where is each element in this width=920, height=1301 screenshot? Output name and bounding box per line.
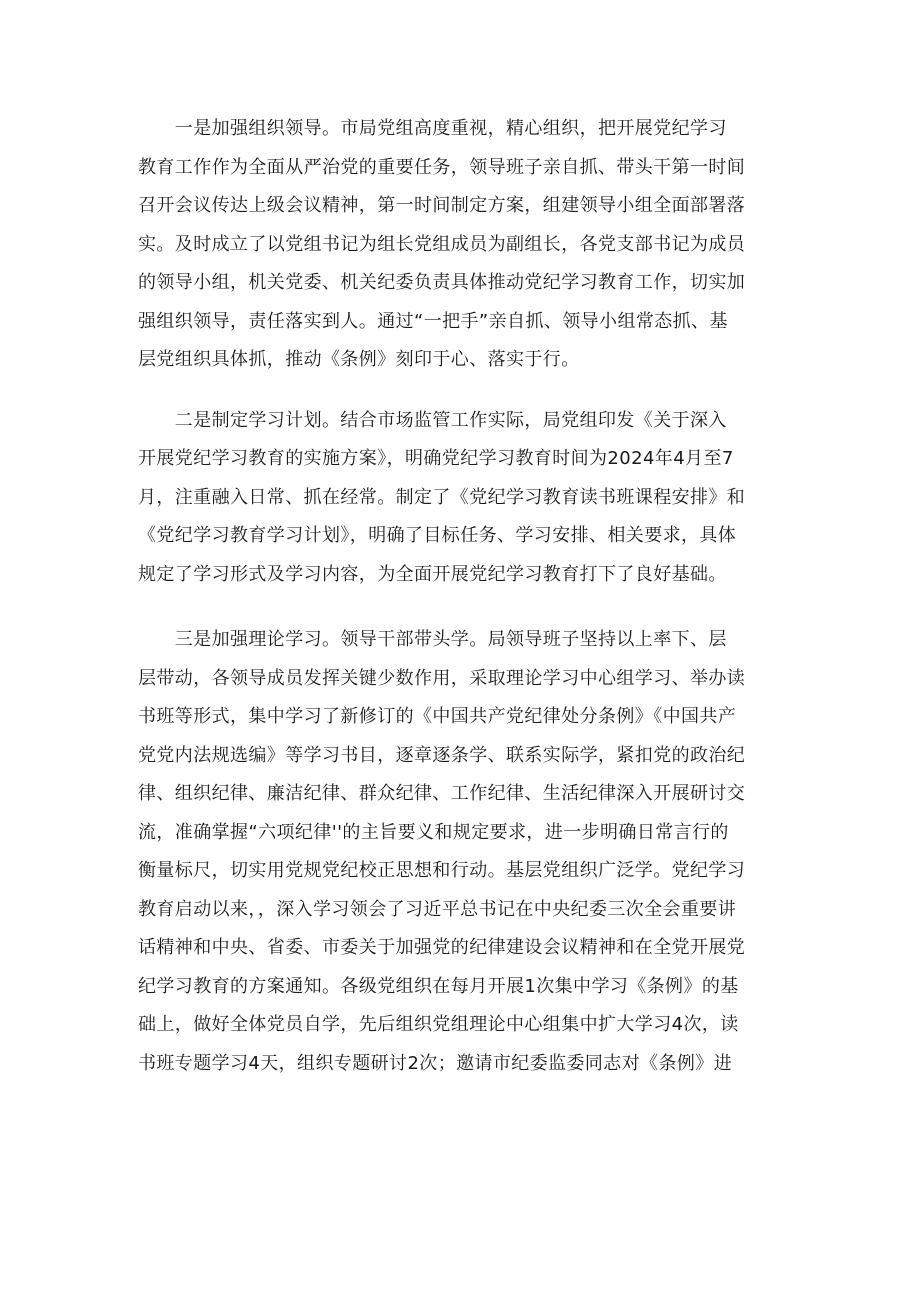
paragraph-theory-study [138, 621, 778, 1083]
text-line: 二是制定学习计划。结合市场监管工作实际，局党组印发《关于深入 [138, 409, 727, 431]
text-line: 教育启动以来，，深入学习领会了习近平总书记在中央纪委三次全会重要讲 [138, 898, 737, 920]
text-line: 流，准确掌握“六项纪律''的主旨要义和规定要求，进一步明确日常言行的 [138, 821, 729, 843]
document-body [138, 110, 778, 1083]
text-line: 话精神和中央、省委、市委关于加强党的纪律建设会议精神和在全党开展党 [138, 937, 746, 958]
paragraph-organization-leadership [138, 110, 778, 380]
text-line: 三是加强理论学习。领导干部带头学。局领导班子坚持以上率下、层 [138, 629, 727, 650]
text-line: 书班等形式，集中学习了新修订的《中国共产党纪律处分条例》《中国共产 [138, 706, 737, 727]
text-line: 纪学习教育的方案通知。各级党组织在每月开展1次集中学习《条例》的基 [138, 975, 739, 997]
text-line: 一是加强组织领导。市局党组高度重视，精心组织，把开展党纪学习 [138, 118, 727, 139]
text-line: 强组织领导，责任落实到人。通过“一把手”亲自抓、领导小组常态抓、基 [138, 310, 728, 332]
text-line: 衡量标尺，切实用党规党纪校正思想和行动。基层党组织广泛学。党纪学习 [138, 860, 746, 881]
text-line: 的领导小组，机关党委、机关纪委负责具体推动党纪学习教育工作，切实加 [138, 272, 746, 293]
text-line: 规定了学习形式及学习内容，为全面开展党纪学习教育打下了良好基础。 [138, 563, 727, 585]
text-line: 《党纪学习教育学习计划》，明确了目标任务、学习安排、相关要求，具体 [138, 525, 737, 546]
text-line: 层党组织具体抓，推动《条例》刻印于心、落实于行。 [138, 349, 580, 370]
text-line: 月，注重融入日常、抓在经常。制定了《党纪学习教育读书班课程安排》和 [138, 486, 746, 508]
text-line: 础上，做好全体党员自学，先后组织党组理论中心组集中扩大学习4次，读 [138, 1014, 739, 1035]
text-line: 实。及时成立了以党组书记为组长党组成员为副组长，各党支部书记为成员 [138, 233, 746, 255]
text-line: 层带动，各领导成员发挥关键少数作用，采取理论学习中心组学习、举办读 [138, 667, 746, 689]
text-line: 党党内法规选编》等学习书目，逐章逐条学、联系实际学，紧扣党的政治纪 [138, 744, 746, 766]
paragraph-study-plan [138, 402, 778, 595]
text-line: 律、组织纪律、廉洁纪律、群众纪律、工作纪律、生活纪律深入开展研讨交 [138, 783, 746, 804]
text-line: 召开会议传达上级会议精神，第一时间制定方案，组建领导小组全面部署落 [138, 195, 746, 216]
text-line: 教育工作作为全面从严治党的重要任务，领导班子亲自抓、带头干第一时间 [138, 156, 746, 178]
text-line: 书班专题学习4天，组织专题研讨2次；邀请市纪委监委同志对《条例》进 [138, 1052, 733, 1074]
text-line: 开展党纪学习教育的实施方案》，明确党纪学习教育时间为2024年4月至7 [138, 448, 734, 469]
